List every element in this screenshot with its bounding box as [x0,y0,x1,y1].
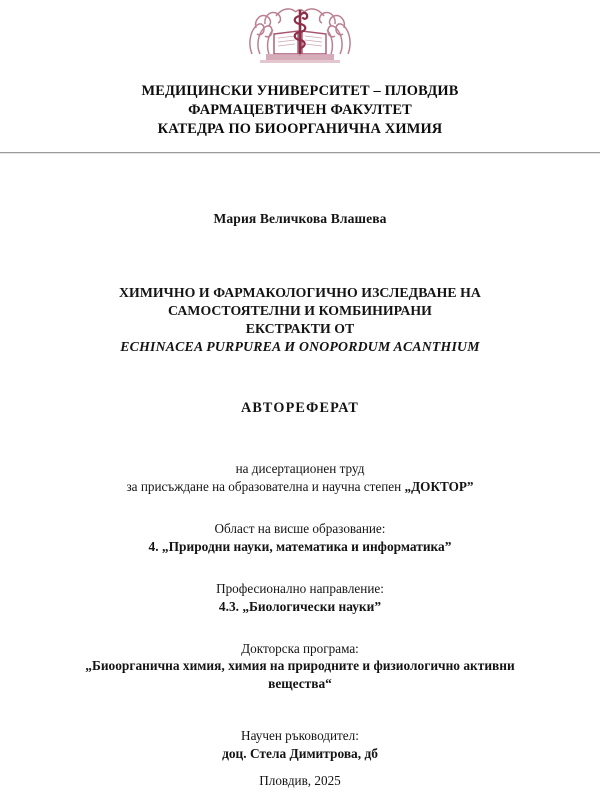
doctoral-program-label: Докторска програма: [241,640,359,656]
education-area-label: Област на висше образование: [214,520,386,536]
supervisor-group [222,727,378,763]
education-area-group [149,520,452,556]
institution-header [141,82,458,139]
supervisor-value: доц. Стела Димитрова, дб [222,745,378,761]
institution-line-university: МЕДИЦИНСКИ УНИВЕРСИТЕТ – ПЛОВДИВ [141,83,459,99]
author-name: Мария Величкова Влашева [213,211,387,227]
emblem-base-shape [260,54,340,63]
professional-direction-value: 4.3. „Биологически науки” [218,598,382,614]
title-line-2: САМОСТОЯТЕЛНИ И КОМБИНИРАНИ [168,303,432,319]
supervisor-label: Научен ръководител: [241,727,359,743]
footer-city-year: Пловдив, 2025 [259,773,341,788]
header-divider [0,152,600,153]
title-line-1: ХИМИЧНО И ФАРМАКОЛОГИЧНО ИЗСЛЕДВАНЕ НА [119,285,481,301]
institution-line-department: КАТЕДРА ПО БИООРГАНИЧНА ХИМИЯ [157,121,443,138]
dissertation-subtitle: на дисертационен труд [235,461,365,477]
species-name-echinacea: ECHINACEA PURPUREA [120,339,281,355]
degree-award-prefix: за присъждане на образователна и научна степен [126,478,405,494]
degree-award-line [126,478,473,496]
title-line-3: ЕКСТРАКТИ ОТ [245,321,355,337]
doctoral-program-group [85,640,515,693]
title-line-species [119,338,481,356]
emblem-container [242,2,358,68]
document-type-label: АВТОРЕФЕРАТ [240,400,360,417]
species-conjunction: И [284,339,296,355]
medical-university-plovdiv-emblem-icon [242,4,358,66]
dissertation-purpose-group [126,460,473,496]
professional-direction-label: Професионално направление: [216,580,384,596]
dissertation-title [119,284,481,356]
doctoral-program-value: „Биоорганична химия, химия на природните и физиологично активни вещества“ [85,658,515,692]
institution-line-faculty: ФАРМАЦЕВТИЧЕН ФАКУЛТЕТ [188,102,412,119]
professional-direction-group [216,580,384,616]
education-area-value: 4. „Природни науки, математика и информатика” [148,538,452,554]
species-name-onopordum: ONOPORDUM ACANTHIUM [298,339,480,355]
degree-name: „ДОКТОР” [404,478,474,494]
